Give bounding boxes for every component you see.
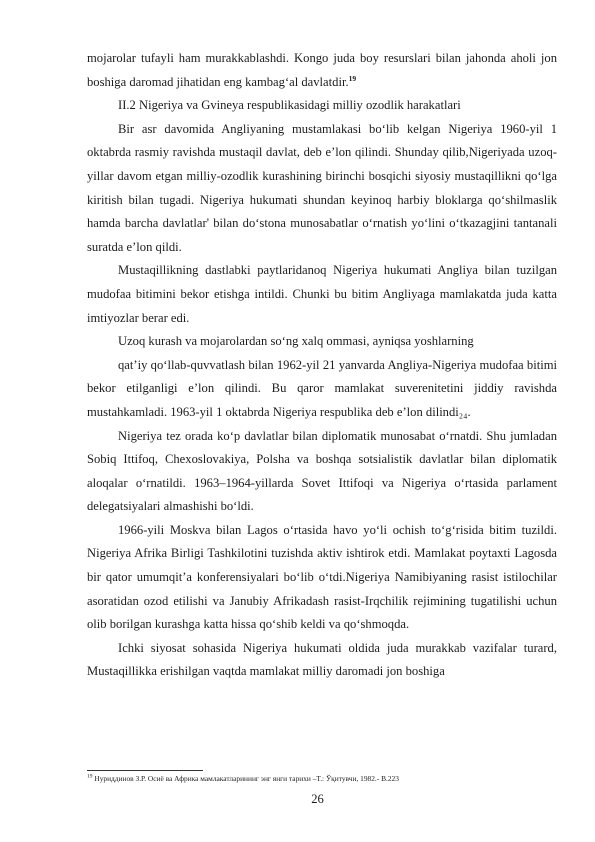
paragraph-text: mojarolar tufayli ham murakkablashdi. Kongo juda boy resurslari bilan jahonda aholi jon boshiga daromad jihatidan eng kambag‘al davlatdir.	[87, 51, 557, 89]
paragraph-continuation	[87, 47, 557, 94]
paragraph: Uzoq kurash va mojarolardan so‘ng xalq ommasi, ayniqsa yoshlarning	[118, 334, 474, 349]
footnote-separator	[87, 770, 203, 771]
paragraph: Nigeriya tez orada ko‘p davlatlar bilan diplomatik munosabat o‘rnatdi. Shu jumladan Sobiq Ittifoq, Chexoslovakiya, Polsha va boshqa sotsialistik davlatlar bilan diplomatik aloqalar o‘rnatildi. 1963–1964-yillarda Sovet Ittifoqi va Nigeriya o‘rtasida parlament delegatsiyalari almashishi bo‘ldi.	[87, 428, 557, 514]
footnote	[87, 774, 557, 784]
page-number: 26	[311, 792, 324, 806]
footnote-number: 19	[87, 773, 93, 780]
footnote-text: Нуриддинов З.Р. Осиё ва Африка мамлакатларининг энг янги тарихи –Т.: Ўқитувчи, 1982.- B.223	[94, 774, 399, 783]
body-text	[87, 47, 557, 684]
paragraph: 1966-yili Moskva bilan Lagos o‘rtasida havo yo‘li ochish to‘g‘risida bitim tuzildi. Nigeriya Afrika Birligi Tashkilotini tuzishda aktiv ishtirok etdi. Mamlakat poytaxti Lagosda bir qator umumqit’a konferensiyalari bo‘lib o‘tdi.Nigeriya Namibiyaning rasist istilochilar asoratidan ozod etilishi va Janubiy Afrikadash rasist-Irqchilik rejimining tugatilishi uchun olib borilgan kurashga katta hissa qo‘shib keldi va qo‘shmoqda.	[87, 522, 557, 632]
footnote-reference: 19	[348, 73, 357, 83]
section-heading: II.2 Nigeriya va Gvineya respublikasidagi milliy ozodlik harakatlari	[118, 98, 461, 113]
paragraph: Ichki siyosat sohasida Nigeriya hukumati oldida juda murakkab vazifalar turard, Mustaqillikka erishilgan vaqtda mamlakat milliy daromadi jon boshiga	[87, 640, 557, 679]
paragraph: Bir asr davomida Angliyaning mustamlakasi bo‘lib kelgan Nigeriya 1960-yil 1 oktabrda rasmiy ravishda mustaqil davlat, deb e’lon qilindi. Shunday qilib,Nigeriyada uzoq-yillar davom etgan milliy-ozodlik kurashining birinchi bosqichi siyosiy mustaqillikni qo‘lga kiritish bilan tugadi. Nigeriya hukumati shundan keyinoq harbiy bloklarga qo‘shilmaslik hamda barcha davlatlar' bilan do‘stona munosabatlar o‘rnatish yo‘lini o‘tkazagjini tantanali suratda e’lon qildi.	[87, 121, 557, 254]
paragraph: Mustaqillikning dastlabki paytlaridanoq Nigeriya hukumati Angliya bilan tuzilgan mudofaa bitimini bekor etishga intildi. Chunki bu bitim Angliyaga mamlakatda juda katta imtiyozlar berar edi.	[87, 263, 557, 325]
paragraph: qat’iy qo‘llab-quvvatlash bilan 1962-yil 21 yanvarda Angliya-Nigeriya mudofaa bitimi bekor etilganligi e’lon qilindi. Bu qaror mamlakat suverenitetini jiddiy ravishda mustahkamladi. 1963-yil 1 oktabrda Nigeriya respublika deb e’lon dilindi₂₄.	[87, 357, 557, 419]
